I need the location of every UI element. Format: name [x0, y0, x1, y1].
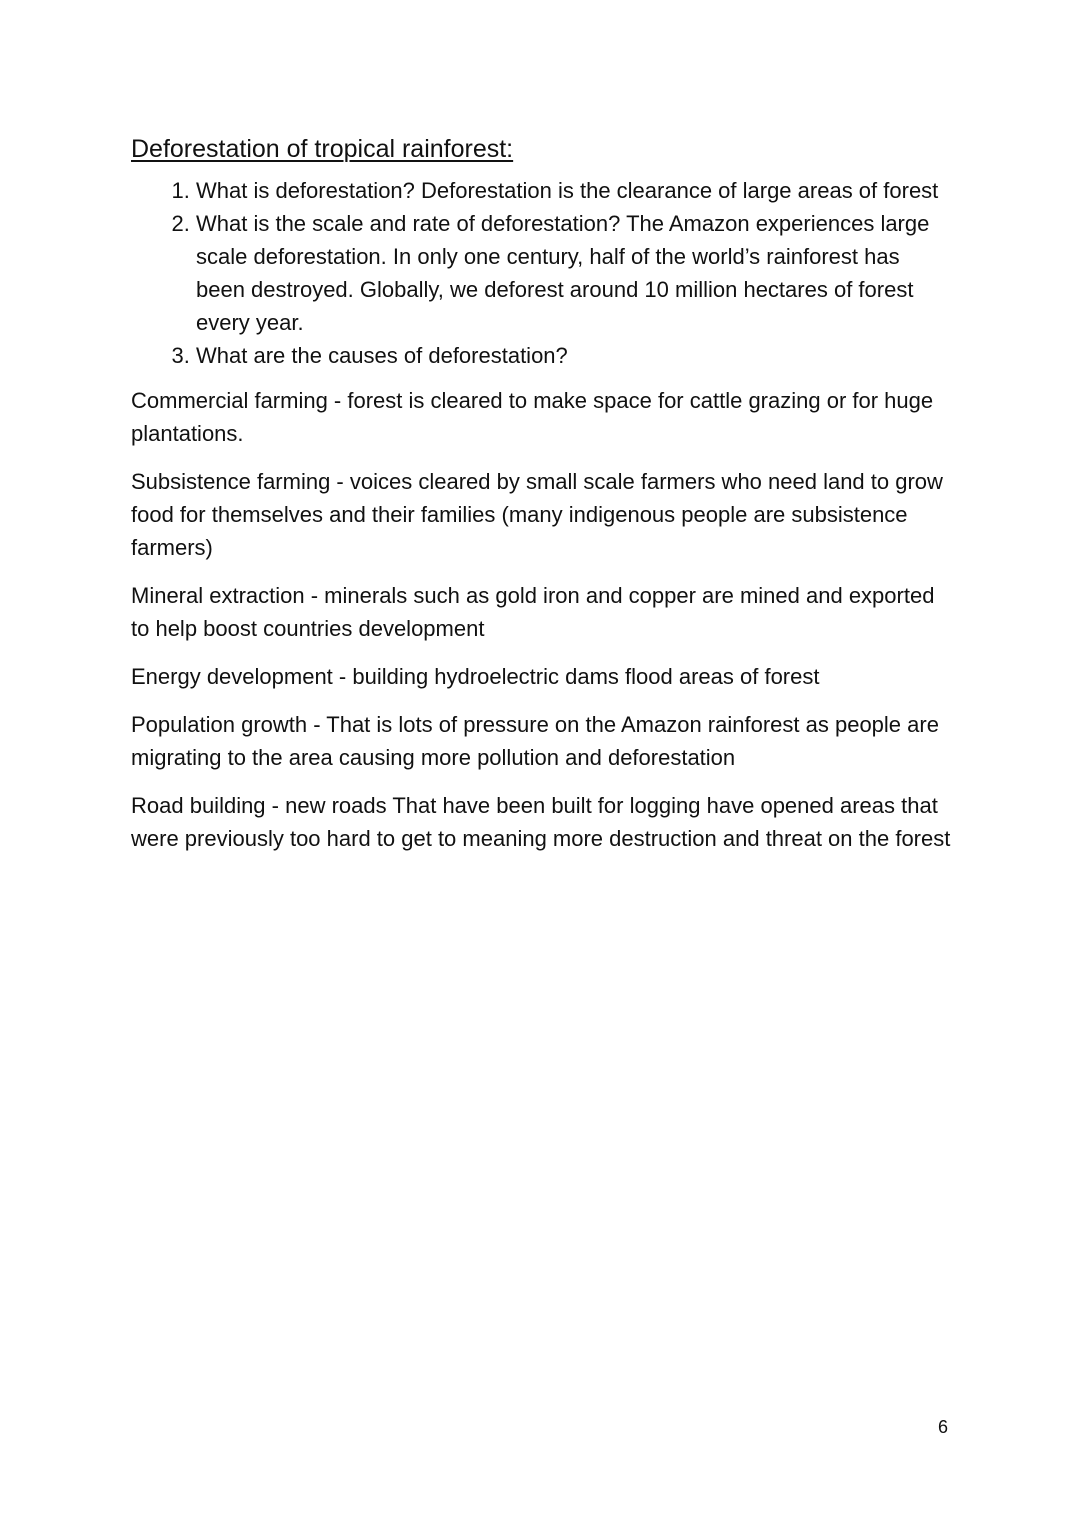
cause-population-growth: Population growth - That is lots of pressure on the Amazon rainforest as people are migrating to the area causing more pollution and deforestation: [131, 712, 939, 770]
question-list: [131, 174, 951, 372]
cause-subsistence-farming: Subsistence farming - voices cleared by small scale farmers who need land to grow food for themselves and their families (many indigenous people are subsistence farmers): [131, 469, 943, 560]
question-item: 1. What is deforestation? Deforestation is the clearance of large areas of forest: [196, 174, 951, 207]
cause-mineral-extraction: Mineral extraction - minerals such as gold iron and copper are mined and exported to help boost countries development: [131, 583, 935, 641]
page-number: 6: [938, 1417, 949, 1437]
page-title: Deforestation of tropical rainforest:: [131, 135, 514, 163]
question-item: 3. What are the causes of deforestation?: [196, 339, 951, 372]
document-page: [131, 133, 951, 870]
question-item: 2. What is the scale and rate of deforestation? The Amazon experiences large scale deforestation. In only one century, half of the world’s rainforest has been destroyed. Globally, we deforest around 10 million hectares of forest every year.: [196, 207, 951, 339]
cause-road-building: Road building - new roads That have been built for logging have opened areas that were previously too hard to get to meaning more destruction and threat on the forest: [131, 793, 951, 851]
cause-energy-development: Energy development - building hydroelectric dams flood areas of forest: [131, 664, 820, 689]
cause-commercial-farming: Commercial farming - forest is cleared to make space for cattle grazing or for huge plantations.: [131, 388, 934, 446]
